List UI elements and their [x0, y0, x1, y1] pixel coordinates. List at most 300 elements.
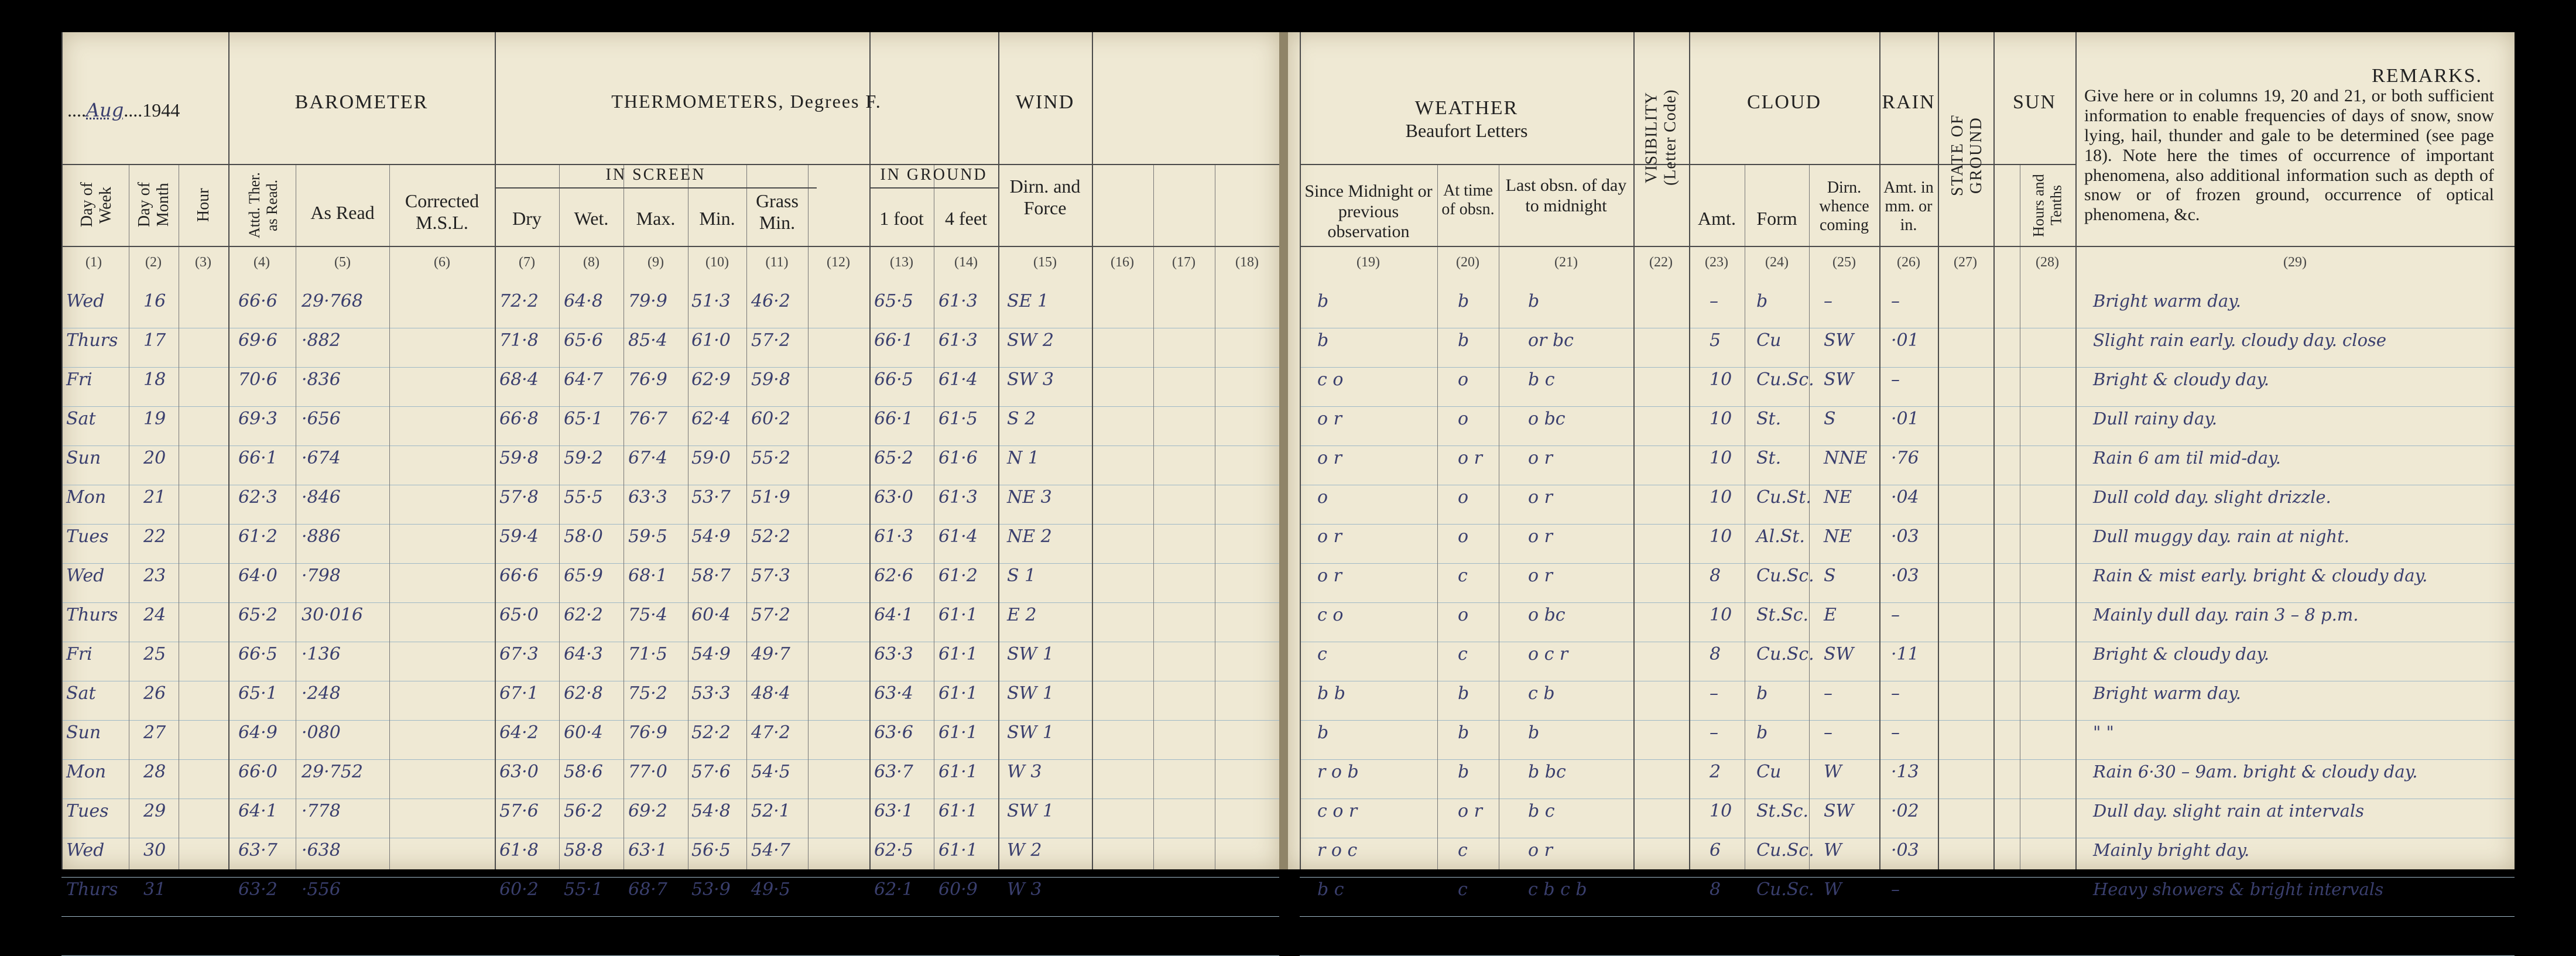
- column-number: (5): [334, 255, 351, 270]
- cell-dow: Sat: [66, 409, 96, 429]
- cell-min: 52·2: [691, 722, 731, 743]
- cell-amt: 2: [1710, 762, 1721, 782]
- cell-attd: 61·2: [238, 526, 278, 547]
- cell-form: b: [1756, 291, 1768, 311]
- column-number: (2): [145, 255, 162, 270]
- column-number: (4): [254, 255, 270, 270]
- cell-dow: Wed: [66, 291, 105, 311]
- cell-dow: Fri: [66, 644, 93, 664]
- cell-last: o c r: [1528, 644, 1568, 664]
- cell-at: b: [1458, 330, 1469, 351]
- remarks-heading: REMARKS.: [2372, 65, 2482, 87]
- cell-wet: 58·0: [564, 526, 603, 547]
- cell-dirn: SW: [1824, 369, 1854, 390]
- dry-header: Dry: [512, 208, 542, 229]
- cell-form: Cu.St.: [1756, 487, 1811, 508]
- cell-grass: 46·2: [751, 291, 790, 311]
- cell-dom: 23: [143, 566, 166, 586]
- column-number: (1): [85, 255, 102, 270]
- in-screen-header: IN SCREEN: [605, 166, 706, 184]
- cell-dom: 26: [143, 683, 166, 704]
- cell-dow: Wed: [66, 840, 105, 861]
- cell-last: or bc: [1528, 330, 1574, 351]
- row-rule: [1300, 602, 2515, 603]
- cell-since: r o c: [1317, 840, 1358, 861]
- cell-ft1: 61·3: [874, 526, 913, 547]
- cell-dom: 28: [143, 762, 166, 782]
- cell-remark: Slight rain early. cloudy day. close: [2093, 330, 2387, 350]
- cell-ft4: 61·3: [938, 330, 978, 351]
- cell-dom: 21: [143, 487, 166, 508]
- cell-max: 85·4: [628, 330, 667, 351]
- cell-ft1: 63·7: [874, 762, 913, 782]
- cell-rain: ·03: [1891, 566, 1919, 586]
- cell-dry: 64·2: [499, 722, 539, 743]
- cell-amt: 10: [1710, 526, 1732, 547]
- cell-at: c: [1458, 879, 1468, 900]
- column-number: (27): [1954, 255, 1977, 270]
- cell-attd: 69·6: [238, 330, 278, 351]
- cell-rain: ·04: [1891, 487, 1919, 508]
- cell-attd: 66·1: [238, 448, 278, 468]
- cell-wet: 64·8: [564, 291, 603, 311]
- row-rule: [1300, 367, 2515, 368]
- remarks-instructions: Give here or in columns 19, 20 and 21, or both sufficient information to enable frequencies of days of snow, snow lying, hail, thunder and gale to be determined (see page 18). Note here the times of occurrence of important phenomena, also additional information such as depth of snow or of frozen ground, occurrence of optical phenomena, &c.: [2084, 86, 2494, 225]
- cell-form: St.Sc.: [1756, 801, 1809, 821]
- column-number: (9): [648, 255, 664, 270]
- cell-dow: Mon: [66, 762, 107, 782]
- cell-wind: SW 1: [1007, 801, 1054, 821]
- cell-remark: Mainly dull day. rain 3 – 8 p.m.: [2093, 605, 2359, 625]
- cell-form: Cu.Sc.: [1756, 879, 1814, 900]
- hours-tenths-header: Hours and Tenths: [2030, 174, 2065, 237]
- cell-wind: SW 3: [1007, 369, 1054, 390]
- column-number: (20): [1456, 255, 1479, 270]
- cell-last: b bc: [1528, 762, 1566, 782]
- cell-wet: 59·2: [564, 448, 603, 468]
- state-of-ground-header: STATE OF GROUND: [1948, 114, 1985, 197]
- cell-baro: ·778: [302, 801, 341, 821]
- column-number: (10): [705, 255, 729, 270]
- cell-wind: NE 3: [1007, 487, 1052, 508]
- cell-remark: Dull day. slight rain at intervals: [2093, 801, 2365, 821]
- cell-wet: 62·2: [564, 605, 603, 625]
- cell-remark: Dull cold day. slight drizzle.: [2093, 487, 2331, 507]
- cell-last: c b c b: [1528, 879, 1587, 900]
- cell-at: o: [1458, 409, 1469, 429]
- cell-min: 62·9: [691, 369, 731, 390]
- cell-remark: Heavy showers & bright intervals: [2093, 879, 2384, 899]
- cell-amt: 10: [1710, 448, 1732, 468]
- row-rule: [1300, 406, 2515, 407]
- year-value: 1944: [142, 100, 180, 121]
- cell-min: 53·9: [691, 879, 731, 900]
- cell-rain: –: [1891, 369, 1900, 390]
- cell-amt: 10: [1710, 409, 1732, 429]
- cell-remark: Bright warm day.: [2093, 683, 2241, 703]
- cell-last: b: [1528, 291, 1540, 311]
- cell-ft4: 61·1: [938, 801, 978, 821]
- cell-dom: 16: [143, 291, 166, 311]
- cell-since: o r: [1317, 526, 1342, 547]
- thermometers-heading: THERMOMETERS, Degrees F.: [611, 91, 882, 112]
- cell-ft1: 63·0: [874, 487, 913, 508]
- cell-rain: –: [1891, 291, 1900, 311]
- cell-rain: ·02: [1891, 801, 1919, 821]
- cell-dow: Sat: [66, 683, 96, 704]
- cell-max: 71·5: [628, 644, 667, 664]
- cell-attd: 64·9: [238, 722, 278, 743]
- column-number: (19): [1356, 255, 1380, 270]
- cell-attd: 63·7: [238, 840, 278, 861]
- cell-wet: 58·6: [564, 762, 603, 782]
- cell-form: Cu: [1756, 762, 1782, 782]
- cell-rain: ·01: [1891, 330, 1919, 351]
- cell-rain: ·76: [1891, 448, 1919, 468]
- cell-amt: 10: [1710, 605, 1732, 625]
- row-rule: [61, 563, 1279, 564]
- cell-remark: Dull rainy day.: [2093, 409, 2218, 429]
- cell-ft1: 63·1: [874, 801, 913, 821]
- cell-wind: W 3: [1007, 762, 1042, 782]
- row-rule: [1300, 916, 2515, 917]
- cell-wind: SW 1: [1007, 722, 1054, 743]
- cell-remark: Bright warm day.: [2093, 291, 2241, 311]
- cell-remark: Rain 6·30 – 9am. bright & cloudy day.: [2093, 762, 2418, 782]
- cell-min: 54·8: [691, 801, 731, 821]
- cell-since: c o: [1317, 369, 1344, 390]
- cell-ft1: 66·1: [874, 330, 913, 351]
- cell-at: o r: [1458, 801, 1482, 821]
- cell-form: b: [1756, 683, 1768, 704]
- cell-last: o r: [1528, 448, 1553, 468]
- cell-rain: –: [1891, 605, 1900, 625]
- cell-dry: 57·6: [499, 801, 539, 821]
- cell-since: o r: [1317, 566, 1342, 586]
- cell-max: 75·2: [628, 683, 667, 704]
- cell-since: b b: [1317, 683, 1345, 704]
- cell-dow: Wed: [66, 566, 105, 586]
- day-of-month-header: Day of Month: [135, 182, 172, 228]
- cell-grass: 52·1: [751, 801, 790, 821]
- column-number: (16): [1111, 255, 1134, 270]
- cell-max: 68·7: [628, 879, 667, 900]
- cell-attd: 66·0: [238, 762, 278, 782]
- cell-dry: 61·8: [499, 840, 539, 861]
- cell-dirn: SW: [1824, 801, 1854, 821]
- cell-baro: ·798: [302, 566, 341, 586]
- cell-at: b: [1458, 722, 1469, 743]
- cell-ft1: 62·6: [874, 566, 913, 586]
- cell-form: Cu.Sc.: [1756, 566, 1814, 586]
- cell-attd: 62·3: [238, 487, 278, 508]
- right-page: [1288, 32, 2515, 900]
- cell-wind: W 3: [1007, 879, 1042, 900]
- cell-min: 54·9: [691, 644, 731, 664]
- cell-wind: SW 1: [1007, 644, 1054, 664]
- cell-remark: Rain & mist early. bright & cloudy day.: [2093, 566, 2428, 585]
- cell-dirn: SW: [1824, 644, 1854, 664]
- column-number: (26): [1897, 255, 1920, 270]
- cell-wet: 56·2: [564, 801, 603, 821]
- cell-amt: –: [1710, 722, 1718, 743]
- rain-heading: RAIN: [1882, 91, 1936, 113]
- cell-max: 76·7: [628, 409, 667, 429]
- cell-at: c: [1458, 840, 1468, 861]
- cell-wind: N 1: [1007, 448, 1039, 468]
- book-spine: [1279, 32, 1288, 869]
- cell-since: o r: [1317, 448, 1342, 468]
- row-rule: [61, 602, 1279, 603]
- cell-grass: 52·2: [751, 526, 790, 547]
- sun-heading: SUN: [2012, 91, 2057, 113]
- min-header: Min.: [699, 208, 735, 229]
- cell-form: St.Sc.: [1756, 605, 1809, 625]
- cell-ft4: 61·2: [938, 566, 978, 586]
- cell-ft4: 61·1: [938, 644, 978, 664]
- row-rule: [61, 524, 1279, 525]
- cell-dirn: S: [1824, 409, 1836, 429]
- month-value: Aug: [86, 99, 124, 121]
- dirn-force-header: Dirn. and Force: [1009, 176, 1081, 218]
- cell-at: c: [1458, 644, 1468, 664]
- cell-ft4: 61·1: [938, 683, 978, 704]
- attd-ther-header: Attd. Ther. as Read.: [246, 172, 280, 239]
- month-year-heading: ....Aug....1944: [67, 99, 180, 121]
- row-rule: [61, 916, 1279, 917]
- column-number: (24): [1765, 255, 1789, 270]
- cell-dom: 25: [143, 644, 166, 664]
- cell-dom: 22: [143, 526, 166, 547]
- cell-at: o: [1458, 605, 1469, 625]
- cell-max: 59·5: [628, 526, 667, 547]
- cell-at: o r: [1458, 448, 1482, 468]
- last-obsn-header: Last obsn. of day to midnight: [1505, 176, 1627, 215]
- cell-dirn: S: [1824, 566, 1836, 586]
- cell-ft4: 61·4: [938, 526, 978, 547]
- since-midnight-header: Since Midnight or previous observation: [1304, 181, 1433, 241]
- cell-dry: 59·4: [499, 526, 539, 547]
- one-foot-header: 1 foot: [879, 208, 924, 229]
- cell-baro: ·638: [302, 840, 341, 861]
- cell-baro: ·656: [302, 409, 341, 429]
- column-number: (13): [890, 255, 913, 270]
- cell-since: c o: [1317, 605, 1344, 625]
- cell-min: 60·4: [691, 605, 731, 625]
- cell-grass: 57·3: [751, 566, 790, 586]
- cell-baro: 29·752: [302, 762, 363, 782]
- cell-ft1: 66·1: [874, 409, 913, 429]
- cell-wet: 65·9: [564, 566, 603, 586]
- cell-attd: 63·2: [238, 879, 278, 900]
- cell-attd: 66·6: [238, 291, 278, 311]
- cell-grass: 57·2: [751, 330, 790, 351]
- cell-attd: 65·1: [238, 683, 278, 704]
- row-rule: [1300, 563, 2515, 564]
- rain-amt-header: Amt. in mm. or in.: [1883, 179, 1934, 235]
- cell-dow: Tues: [66, 526, 109, 547]
- cell-dow: Sun: [66, 448, 101, 468]
- cell-wind: S 2: [1007, 409, 1036, 429]
- cell-wet: 60·4: [564, 722, 603, 743]
- cell-wind: SW 2: [1007, 330, 1054, 351]
- cell-grass: 49·5: [751, 879, 790, 900]
- cell-min: 53·3: [691, 683, 731, 704]
- cell-min: 57·6: [691, 762, 731, 782]
- cell-last: o bc: [1528, 605, 1566, 625]
- corrected-msl-header: Corrected M.S.L.: [405, 190, 479, 233]
- cell-form: b: [1756, 722, 1768, 743]
- cell-min: 59·0: [691, 448, 731, 468]
- cell-max: 63·1: [628, 840, 667, 861]
- cell-dow: Fri: [66, 369, 93, 390]
- cell-max: 68·1: [628, 566, 667, 586]
- row-rule: [61, 406, 1279, 407]
- max-header: Max.: [636, 208, 676, 229]
- cell-amt: 5: [1710, 330, 1721, 351]
- wet-header: Wet.: [574, 208, 609, 229]
- column-number: (23): [1705, 255, 1728, 270]
- cell-dom: 30: [143, 840, 166, 861]
- cell-since: b: [1317, 330, 1329, 351]
- cell-ft4: 61·1: [938, 762, 978, 782]
- cell-dom: 19: [143, 409, 166, 429]
- cell-dry: 59·8: [499, 448, 539, 468]
- cell-attd: 64·0: [238, 566, 278, 586]
- cell-amt: 10: [1710, 487, 1732, 508]
- cell-last: o bc: [1528, 409, 1566, 429]
- cell-form: Cu.Sc.: [1756, 644, 1814, 664]
- cell-baro: ·846: [302, 487, 341, 508]
- cell-dirn: W: [1824, 840, 1842, 861]
- cell-ft1: 63·3: [874, 644, 913, 664]
- cell-dirn: W: [1824, 879, 1842, 900]
- cell-form: St.: [1756, 409, 1782, 429]
- cell-form: Cu: [1756, 330, 1782, 351]
- cell-ft4: 61·3: [938, 291, 978, 311]
- cell-remark: " ": [2093, 722, 2114, 742]
- cell-attd: 65·2: [238, 605, 278, 625]
- cell-attd: 70·6: [238, 369, 278, 390]
- cell-dow: Thurs: [66, 879, 118, 900]
- cell-dirn: NE: [1824, 487, 1852, 508]
- cloud-amt-header: Amt.: [1698, 208, 1736, 229]
- cell-dom: 17: [143, 330, 166, 351]
- cell-dry: 66·8: [499, 409, 539, 429]
- cell-dry: 60·2: [499, 879, 539, 900]
- cell-ft4: 61·1: [938, 722, 978, 743]
- cell-at: o: [1458, 369, 1469, 390]
- cell-dry: 65·0: [499, 605, 539, 625]
- cell-ft1: 62·5: [874, 840, 913, 861]
- cell-max: 76·9: [628, 722, 667, 743]
- cell-baro: ·136: [302, 644, 341, 664]
- cell-wet: 55·1: [564, 879, 603, 900]
- cell-wet: 55·5: [564, 487, 603, 508]
- cell-grass: 59·8: [751, 369, 790, 390]
- cell-since: b: [1317, 291, 1329, 311]
- column-number: (25): [1832, 255, 1856, 270]
- cell-form: Cu.Sc.: [1756, 840, 1814, 861]
- cell-baro: ·836: [302, 369, 341, 390]
- column-number: (17): [1172, 255, 1195, 270]
- row-rule: [61, 367, 1279, 368]
- cell-dirn: NE: [1824, 526, 1852, 547]
- cell-dow: Thurs: [66, 605, 118, 625]
- cell-at: b: [1458, 762, 1469, 782]
- cell-dry: 67·3: [499, 644, 539, 664]
- cell-at: b: [1458, 291, 1469, 311]
- cell-amt: –: [1710, 291, 1718, 311]
- cell-attd: 69·3: [238, 409, 278, 429]
- cell-dirn: –: [1824, 722, 1832, 743]
- four-feet-header: 4 feet: [945, 208, 987, 229]
- cell-wet: 64·3: [564, 644, 603, 664]
- row-rule: [61, 720, 1279, 721]
- cell-ft4: 61·4: [938, 369, 978, 390]
- in-ground-header: IN GROUND: [880, 166, 988, 184]
- beaufort-heading: Beaufort Letters: [1405, 120, 1528, 141]
- cell-wet: 62·8: [564, 683, 603, 704]
- cell-dry: 67·1: [499, 683, 539, 704]
- cell-ft1: 64·1: [874, 605, 913, 625]
- day-of-week-header: Day of Week: [77, 182, 115, 228]
- cell-max: 77·0: [628, 762, 667, 782]
- column-number: (28): [2036, 255, 2059, 270]
- cell-rain: –: [1891, 683, 1900, 704]
- hour-header: Hour: [194, 188, 213, 222]
- cell-ft4: 61·6: [938, 448, 978, 468]
- cell-last: c b: [1528, 683, 1555, 704]
- cell-min: 61·0: [691, 330, 731, 351]
- cell-grass: 54·5: [751, 762, 790, 782]
- weather-heading: WEATHER: [1414, 97, 1519, 119]
- cell-form: St.: [1756, 448, 1782, 468]
- cell-grass: 54·7: [751, 840, 790, 861]
- cell-amt: 8: [1710, 566, 1721, 586]
- cell-dirn: –: [1824, 291, 1832, 311]
- cell-at: o: [1458, 487, 1469, 508]
- cell-ft4: 61·3: [938, 487, 978, 508]
- cell-wet: 65·1: [564, 409, 603, 429]
- column-number: (8): [583, 255, 600, 270]
- cell-max: 67·4: [628, 448, 667, 468]
- cell-last: o r: [1528, 566, 1553, 586]
- grass-min-header: Grass Min.: [756, 190, 799, 233]
- cloud-form-header: Form: [1756, 208, 1797, 229]
- cell-at: b: [1458, 683, 1469, 704]
- left-page: [61, 32, 1279, 900]
- cell-dirn: E: [1824, 605, 1837, 625]
- cell-baro: 30·016: [302, 605, 363, 625]
- cloud-heading: CLOUD: [1746, 91, 1822, 113]
- cell-dom: 29: [143, 801, 166, 821]
- as-read-header: As Read: [310, 202, 375, 223]
- column-number: (3): [195, 255, 211, 270]
- cell-grass: 60·2: [751, 409, 790, 429]
- cell-wind: E 2: [1007, 605, 1037, 625]
- cell-amt: 8: [1710, 644, 1721, 664]
- cell-wet: 65·6: [564, 330, 603, 351]
- cell-baro: ·674: [302, 448, 341, 468]
- cell-min: 51·3: [691, 291, 731, 311]
- column-number: (21): [1554, 255, 1578, 270]
- cell-baro: ·882: [302, 330, 341, 351]
- cell-dow: Thurs: [66, 330, 118, 351]
- cell-remark: Bright & cloudy day.: [2093, 369, 2270, 389]
- cell-since: c o r: [1317, 801, 1358, 821]
- cell-at: o: [1458, 526, 1469, 547]
